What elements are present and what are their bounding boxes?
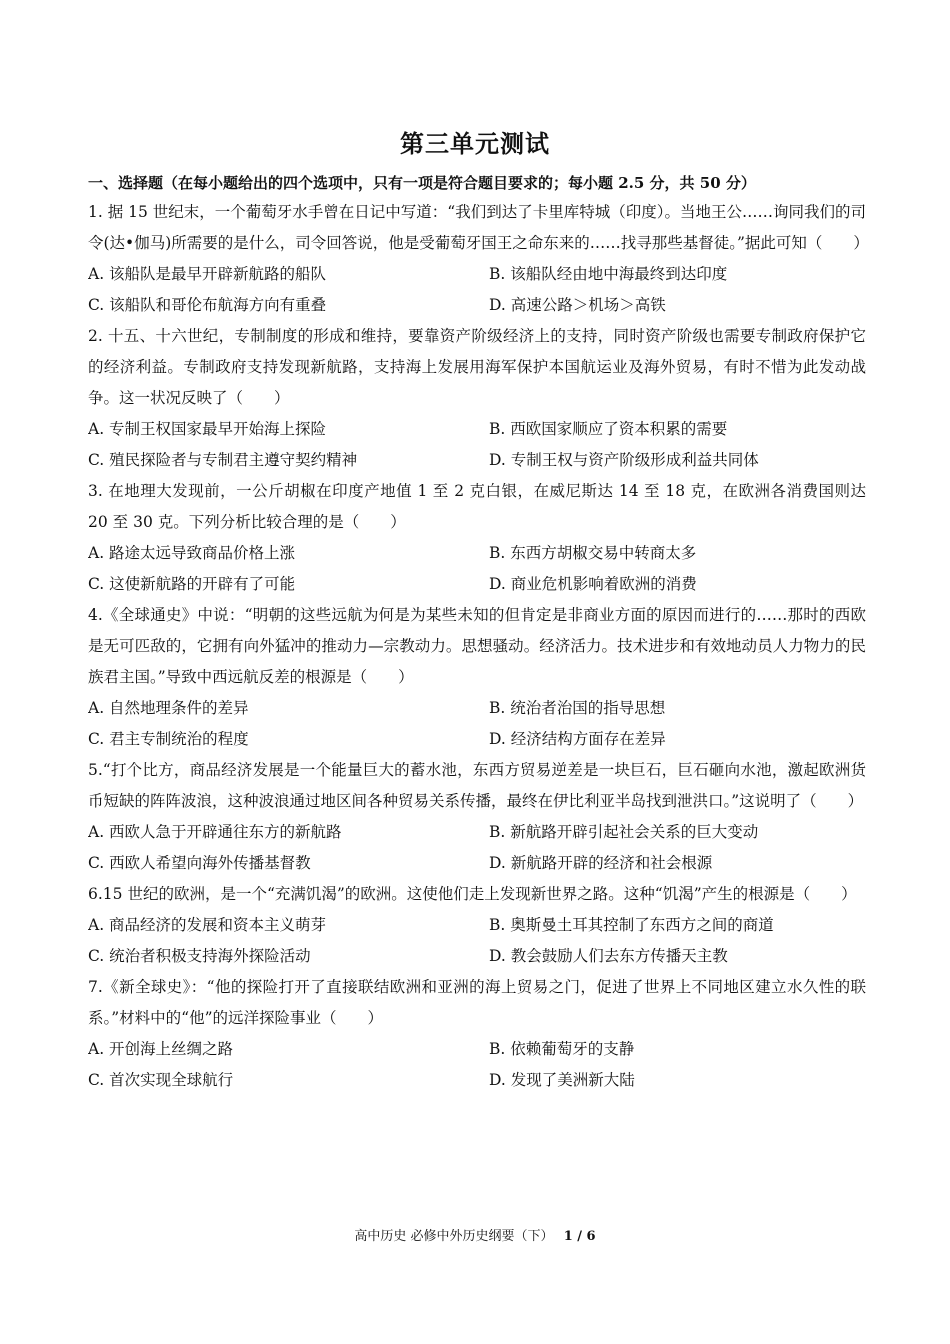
question-stem: 4.《全球通史》中说：“明朝的这些远航为何是为某些未知的但肯定是非商业方面的原因而进行的……那时的西欧是无可匹敌的，它拥有向外猛冲的推动力—宗教动力。思想骚动。经济活力。技术进步和有效地动员人力物力的民族君主国。”导致中西远航反差的根源是（ ）: [88, 606, 866, 686]
option-b: B. 东西方胡椒交易中转商太多: [489, 544, 697, 562]
question-stem: 3. 在地理大发现前，一公斤胡椒在印度产地值 1 至 2 克白银，在威尼斯达 14 至 18 克，在欧洲各消费国则达 20 至 30 克。下列分析比较合理的是（ ）: [88, 482, 866, 531]
option-b: B. 奥斯曼土耳其控制了东西方之间的商道: [489, 916, 774, 934]
option-c: C. 殖民探险者与专制君主遵守契约精神: [88, 451, 358, 469]
option-d: D. 高速公路＞机场＞高铁: [489, 296, 666, 314]
question-stem: 5.“打个比方，商品经济发展是一个能量巨大的蓄水池，东西方贸易逆差是一块巨石，巨石砸向水池，激起欧洲货币短缺的阵阵波浪，这种波浪通过地区间各种贸易关系传播，最终在伊比利亚半岛找到泄洪口。”这说明了（ ）: [88, 761, 866, 810]
option-d: D. 经济结构方面存在差异: [489, 730, 666, 748]
page-title: 第三单元测试: [400, 129, 550, 158]
page-number: 1 / 6: [563, 1229, 596, 1244]
option-d: D. 发现了美洲新大陆: [489, 1071, 635, 1089]
option-d: D. 新航路开辟的经济和社会根源: [489, 854, 713, 872]
option-b: B. 统治者治国的指导思想: [489, 699, 666, 717]
option-grid: [88, 910, 866, 972]
question-6: [88, 879, 866, 972]
question-2: [88, 321, 866, 476]
footer-course: 高中历史 必修中外历史纲要（下）: [354, 1229, 554, 1244]
question-3: [88, 476, 866, 600]
option-grid: [88, 817, 866, 879]
question-7: [88, 972, 866, 1096]
option-grid: [88, 259, 866, 321]
option-a: A. 商品经济的发展和资本主义萌芽: [88, 916, 327, 934]
question-4: [88, 600, 866, 755]
option-grid: [88, 1034, 866, 1096]
option-a: A. 自然地理条件的差异: [88, 699, 249, 717]
option-c: C. 西欧人希望向海外传播基督教: [88, 854, 311, 872]
option-grid: [88, 538, 866, 600]
option-a: A. 专制王权国家最早开始海上探险: [88, 420, 327, 438]
option-grid: [88, 693, 866, 755]
question-stem: 1. 据 15 世纪末，一个葡萄牙水手曾在日记中写道：“我们到达了卡里库特城（印度）。当地王公……询同我们的司令(达•伽马)所需要的是什么，司令回答说，他是受葡萄牙国王之命东来的……找寻那些基督徒。”据此可知（ ）: [88, 203, 869, 252]
option-d: D. 商业危机影响着欧洲的消费: [489, 575, 697, 593]
question-list: [88, 197, 869, 1096]
section-heading: 一、选择题（在每小题给出的四个选项中，只有一项是符合题目要求的；每小题 2.5 分，共 50 分）: [88, 174, 756, 192]
option-c: C. 君主专制统治的程度: [88, 730, 249, 748]
question-1: [88, 197, 869, 321]
question-stem: 2. 十五、十六世纪，专制制度的形成和维持，要靠资产阶级经济上的支持，同时资产阶级也需要专制政府保护它的经济利益。专制政府支持发现新航路，支持海上发展用海军保护本国航运业及海外贸易，有时不惜为此发动战争。这一状况反映了（ ）: [88, 327, 866, 407]
option-c: C. 首次实现全球航行: [88, 1071, 234, 1089]
question-stem: 7.《新全球史》：“他的探险打开了直接联结欧洲和亚洲的海上贸易之门，促进了世界上不同地区建立水久性的联系。”材料中的“他”的远洋探险事业（ ）: [88, 978, 866, 1027]
page-footer: [0, 1225, 950, 1244]
option-a: A. 开创海上丝绸之路: [88, 1040, 234, 1058]
option-a: A. 该船队是最早开辟新航路的船队: [88, 265, 327, 283]
question-stem: 6.15 世纪的欧洲，是一个“充满饥渴”的欧洲。这使他们走上发现新世界之路。这种“饥渴”产生的根源是（ ）: [88, 885, 857, 903]
option-c: C. 这使新航路的开辟有了可能: [88, 575, 296, 593]
option-d: D. 专制王权与资产阶级形成利益共同体: [489, 451, 759, 469]
option-d: D. 教会鼓励人们去东方传播天主教: [489, 947, 728, 965]
option-b: B. 新航路开辟引起社会关系的巨大变动: [489, 823, 759, 841]
option-grid: [88, 414, 866, 476]
option-c: C. 该船队和哥伦布航海方向有重叠: [88, 296, 327, 314]
option-a: A. 路途太远导致商品价格上涨: [88, 544, 296, 562]
question-5: [88, 755, 866, 879]
option-b: B. 依赖葡萄牙的支静: [489, 1040, 635, 1058]
option-b: B. 该船队经由地中海最终到达印度: [489, 265, 728, 283]
option-a: A. 西欧人急于开辟通往东方的新航路: [88, 823, 342, 841]
option-b: B. 西欧国家顺应了资本积累的需要: [489, 420, 728, 438]
option-c: C. 统治者积极支持海外探险活动: [88, 947, 311, 965]
